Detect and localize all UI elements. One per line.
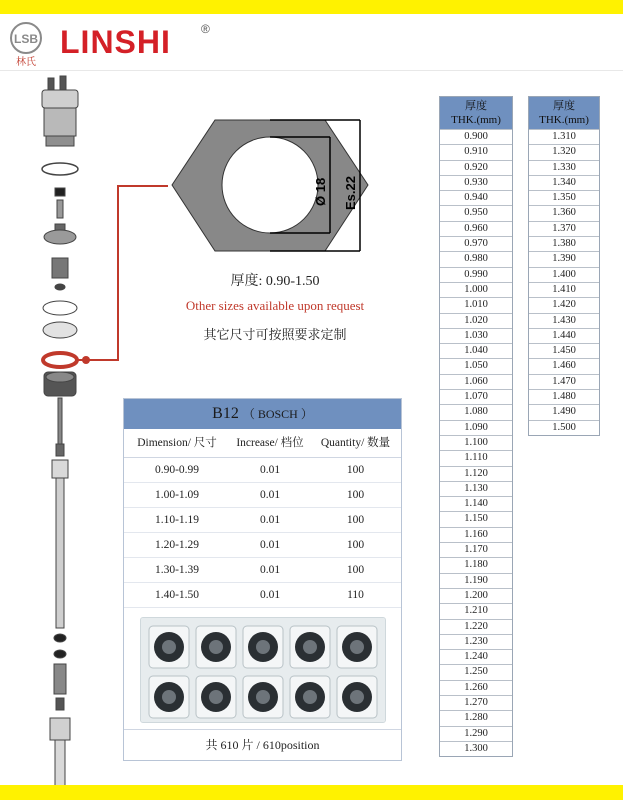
shim-stack-hole bbox=[350, 640, 364, 654]
thickness-value-cell: 1.390 bbox=[529, 251, 599, 266]
shim-stack-hole bbox=[162, 640, 176, 654]
thickness-value-cell: 0.960 bbox=[440, 221, 512, 236]
thickness-table-1 bbox=[439, 96, 513, 757]
thickness-table-2 bbox=[528, 96, 600, 436]
thk2-header-en: THK.(mm) bbox=[539, 114, 589, 126]
shim-stack-hole bbox=[162, 690, 176, 704]
thickness-value-cell: 0.920 bbox=[440, 160, 512, 175]
thk2-header bbox=[529, 97, 599, 129]
increase-cell: 0.01 bbox=[259, 464, 281, 476]
col-quantity: Quantity/ 数量 bbox=[320, 437, 391, 449]
b12-row bbox=[124, 458, 401, 483]
brand-name: LINSHI bbox=[60, 24, 171, 60]
b12-header-row bbox=[124, 429, 401, 458]
thickness-value-cell: 1.370 bbox=[529, 221, 599, 236]
quantity-cell: 100 bbox=[346, 539, 365, 551]
thickness-value-cell: 1.250 bbox=[440, 664, 512, 679]
thk2-body bbox=[529, 129, 599, 435]
shim-stack-hole bbox=[256, 640, 270, 654]
thickness-value-cell: 0.910 bbox=[440, 144, 512, 159]
quantity-cell: 100 bbox=[346, 464, 365, 476]
thickness-value-cell: 1.140 bbox=[440, 496, 512, 511]
b12-row bbox=[124, 508, 401, 533]
spec-block bbox=[150, 270, 400, 343]
thickness-value-cell: 1.180 bbox=[440, 557, 512, 572]
quantity-cell: 110 bbox=[347, 589, 364, 601]
thickness-value-cell: 0.990 bbox=[440, 267, 512, 282]
thickness-value-cell: 1.130 bbox=[440, 481, 512, 496]
b12-row bbox=[124, 533, 401, 558]
thickness-value-cell: 1.490 bbox=[529, 404, 599, 419]
thickness-value-cell: 1.410 bbox=[529, 282, 599, 297]
col-dimension: Dimension/ 尺寸 bbox=[137, 437, 217, 449]
thickness-value-cell: 0.970 bbox=[440, 236, 512, 251]
quantity-cell: 100 bbox=[346, 514, 365, 526]
thickness-range: 厚度: 0.90-1.50 bbox=[230, 274, 320, 289]
thickness-value-cell: 0.980 bbox=[440, 251, 512, 266]
thickness-value-cell: 0.900 bbox=[440, 129, 512, 144]
bottom-yellow-band bbox=[0, 785, 623, 800]
thickness-value-cell: 1.360 bbox=[529, 205, 599, 220]
b12-footer-total: 共 610 片 / 610position bbox=[124, 729, 401, 760]
thickness-value-cell: 1.420 bbox=[529, 297, 599, 312]
thickness-value-cell: 1.090 bbox=[440, 420, 512, 435]
thickness-value-cell: 1.330 bbox=[529, 160, 599, 175]
thickness-value-cell: 1.230 bbox=[440, 634, 512, 649]
thickness-value-cell: 1.440 bbox=[529, 328, 599, 343]
thickness-value-cell: 1.120 bbox=[440, 466, 512, 481]
other-sizes-en: Other sizes available upon request bbox=[185, 298, 365, 313]
b12-row bbox=[124, 483, 401, 508]
thickness-value-cell: 1.030 bbox=[440, 328, 512, 343]
thickness-value-cell: 1.190 bbox=[440, 573, 512, 588]
thickness-value-cell: 1.220 bbox=[440, 619, 512, 634]
registered-mark: ® bbox=[201, 22, 210, 36]
thickness-value-cell: 1.020 bbox=[440, 313, 512, 328]
thk2-header-cn: 厚度 bbox=[553, 100, 575, 112]
increase-cell: 0.01 bbox=[259, 539, 281, 551]
thickness-value-cell: 1.300 bbox=[440, 741, 512, 756]
thickness-value-cell: 1.150 bbox=[440, 511, 512, 526]
thickness-value-cell: 1.210 bbox=[440, 603, 512, 618]
shim-stack-hole bbox=[303, 690, 317, 704]
thickness-value-cell: 1.160 bbox=[440, 527, 512, 542]
thickness-value-cell: 1.320 bbox=[529, 144, 599, 159]
thickness-value-cell: 1.110 bbox=[440, 450, 512, 465]
header-divider bbox=[0, 70, 623, 71]
dimension-cell: 1.40-1.50 bbox=[154, 589, 200, 601]
b12-row bbox=[124, 583, 401, 608]
thickness-value-cell: 1.240 bbox=[440, 649, 512, 664]
thickness-value-cell: 1.270 bbox=[440, 695, 512, 710]
thickness-value-cell: 1.080 bbox=[440, 404, 512, 419]
thickness-value-cell: 1.000 bbox=[440, 282, 512, 297]
thickness-value-cell: 1.350 bbox=[529, 190, 599, 205]
b12-title-main: B12 bbox=[212, 405, 239, 422]
thk1-body bbox=[440, 129, 512, 756]
shim-stack-hole bbox=[350, 690, 364, 704]
thickness-value-cell: 1.280 bbox=[440, 710, 512, 725]
col-increase: Increase/ 档位 bbox=[236, 437, 304, 449]
thickness-value-cell: 1.010 bbox=[440, 297, 512, 312]
thickness-value-cell: 1.070 bbox=[440, 389, 512, 404]
thickness-value-cell: 1.450 bbox=[529, 343, 599, 358]
thickness-value-cell: 1.060 bbox=[440, 374, 512, 389]
linshi-logo-badge bbox=[8, 20, 44, 70]
shim-stack-hole bbox=[209, 640, 223, 654]
dimension-cell: 1.20-1.29 bbox=[154, 539, 200, 551]
thickness-value-cell: 1.430 bbox=[529, 313, 599, 328]
b12-rows bbox=[124, 458, 401, 608]
logo-badge-sub: 林氏 bbox=[16, 57, 36, 68]
thickness-value-cell: 1.310 bbox=[529, 129, 599, 144]
b12-title-sub: （ BOSCH ） bbox=[242, 407, 313, 421]
thickness-value-cell: 0.940 bbox=[440, 190, 512, 205]
shim-stack-hole bbox=[209, 690, 223, 704]
thickness-value-cell: 1.470 bbox=[529, 374, 599, 389]
dimension-cell: 1.30-1.39 bbox=[154, 564, 200, 576]
thk1-header-en: THK.(mm) bbox=[451, 114, 501, 126]
injector-exploded-diagram bbox=[30, 72, 90, 787]
thk1-header bbox=[440, 97, 512, 129]
increase-cell: 0.01 bbox=[259, 589, 281, 601]
top-yellow-band bbox=[0, 0, 623, 14]
es-label: Es.22 bbox=[343, 176, 358, 210]
increase-cell: 0.01 bbox=[259, 564, 281, 576]
thickness-value-cell: 1.400 bbox=[529, 267, 599, 282]
thickness-value-cell: 1.480 bbox=[529, 389, 599, 404]
other-sizes-cn: 其它尺寸可按照要求定制 bbox=[203, 328, 347, 343]
quantity-cell: 100 bbox=[346, 564, 365, 576]
thickness-value-cell: 1.170 bbox=[440, 542, 512, 557]
b12-row bbox=[124, 558, 401, 583]
diameter-label: Ø 18 bbox=[313, 177, 328, 206]
dimension-cell: 0.90-0.99 bbox=[154, 464, 200, 476]
shim-box-photo bbox=[140, 617, 386, 723]
thickness-value-cell: 0.930 bbox=[440, 175, 512, 190]
logo-badge-text: LSB bbox=[14, 32, 38, 46]
quantity-cell: 100 bbox=[346, 489, 365, 501]
thickness-value-cell: 1.200 bbox=[440, 588, 512, 603]
thickness-value-cell: 1.460 bbox=[529, 358, 599, 373]
thk1-header-cn: 厚度 bbox=[465, 100, 487, 112]
thickness-value-cell: 1.340 bbox=[529, 175, 599, 190]
dimension-cell: 1.00-1.09 bbox=[154, 489, 200, 501]
shim-stack-hole bbox=[256, 690, 270, 704]
thickness-value-cell: 1.050 bbox=[440, 358, 512, 373]
hex-shim-diagram bbox=[170, 118, 370, 253]
increase-cell: 0.01 bbox=[259, 489, 281, 501]
increase-cell: 0.01 bbox=[259, 514, 281, 526]
thickness-value-cell: 1.500 bbox=[529, 420, 599, 435]
thickness-value-cell: 1.380 bbox=[529, 236, 599, 251]
b12-title bbox=[124, 399, 401, 429]
dimension-cell: 1.10-1.19 bbox=[154, 514, 200, 526]
thickness-value-cell: 1.260 bbox=[440, 680, 512, 695]
thickness-value-cell: 1.040 bbox=[440, 343, 512, 358]
thickness-value-cell: 1.100 bbox=[440, 435, 512, 450]
thickness-value-cell: 1.290 bbox=[440, 726, 512, 741]
b12-bosch-table bbox=[123, 398, 402, 761]
thickness-value-cell: 0.950 bbox=[440, 205, 512, 220]
shim-stack-hole bbox=[303, 640, 317, 654]
